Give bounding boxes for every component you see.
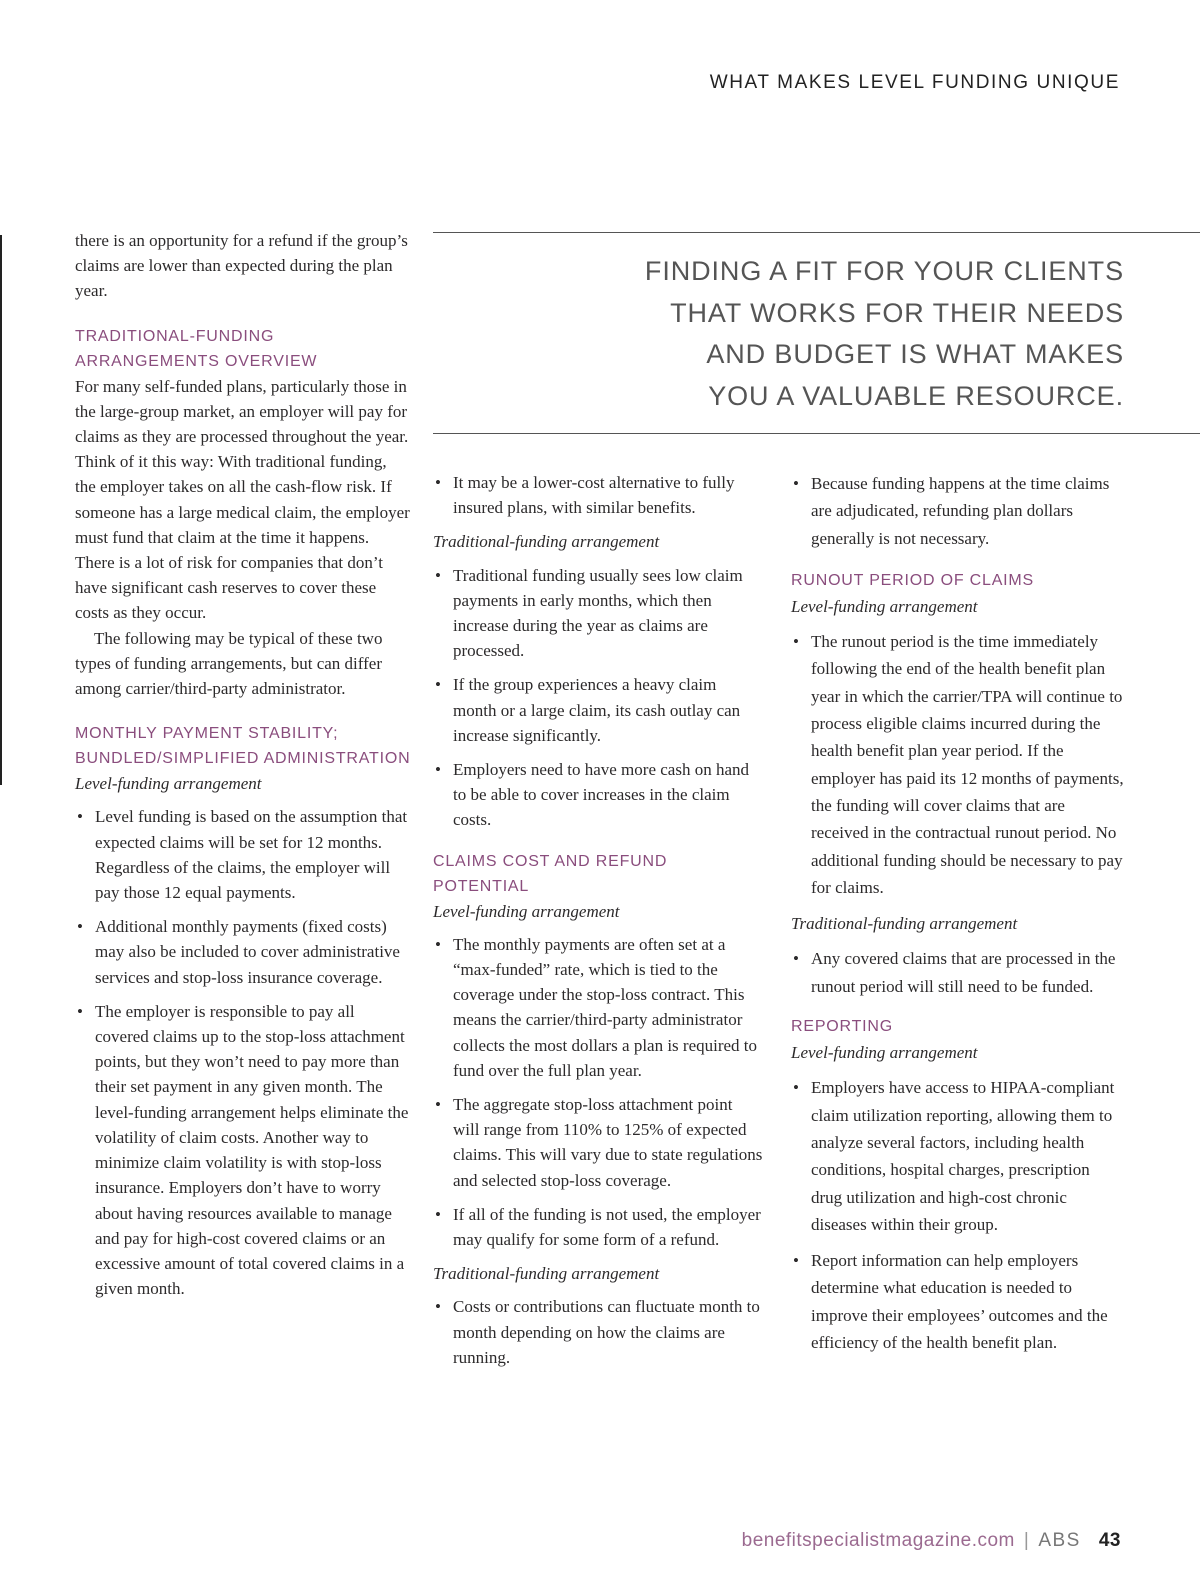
monthly-subheading: Level-funding arrangement (75, 774, 262, 794)
pull-quote-line: THAT WORKS FOR THEIR NEEDS (670, 297, 1124, 328)
running-head: WHAT MAKES LEVEL FUNDING UNIQUE (709, 72, 1120, 93)
list-item: • Level funding is based on the assumption that expected claims will be set for 12 months. Regardless of the claims, the employer will pay those 12 equal payments. (75, 804, 411, 905)
list-item: • Employers need to have more cash on hand to be able to cover increases in the claim costs. (433, 757, 763, 833)
magazine-website-link[interactable]: benefitspecialistmagazine.com (741, 1530, 1015, 1551)
list-item: • The runout period is the time immediately following the end of the health benefit plan year in which the carrier/TPA will continue to process eligible claims incurred during the health benefit plan year period. If the employer has paid its 12 months of payments, the funding will cover claims that are received in the contractual runout period. No additional funding should be necessary to pay for claims. (791, 628, 1125, 901)
runout-bullets (791, 628, 1125, 901)
runout-subheading: Level-funding arrangement (791, 596, 978, 616)
pull-quote-line: AND BUDGET IS WHAT MAKES (706, 339, 1124, 369)
list-item: • The aggregate stop-loss attachment point will range from 110% to 125% of expected claims. This will vary due to state regulations and selected stop-loss coverage. (433, 1092, 763, 1193)
claims-subheading: Level-funding arrangement (433, 901, 620, 921)
claims-traditional-bullets (433, 1294, 763, 1370)
list-item: • Employers have access to HIPAA-compliant claim utilization reporting, allowing them to analyze several factors, including health conditions, hospital charges, prescription drug utilization and high-cost chronic diseases within their group. (791, 1074, 1125, 1238)
column-middle (433, 470, 763, 1379)
traditional-subheading: Traditional-funding arrangement (433, 532, 660, 552)
traditional-paragraph-2: The following may be typical of these two types of funding arrangements, but can differ among carrier/third-party administrator. (75, 628, 383, 699)
list-item: • Costs or contributions can fluctuate month to month depending on how the claims are running. (433, 1294, 763, 1370)
intro-paragraph: there is an opportunity for a refund if the group’s claims are lower than expected during the plan year. (75, 231, 408, 301)
claims-bullets (433, 932, 763, 1252)
claims-traditional-subheading: Traditional-funding arrangement (433, 1264, 660, 1284)
list-item: • Traditional funding usually sees low claim payments in early months, which then increase during the year as claims are processed. (433, 563, 763, 664)
list-item: • It may be a lower-cost alternative to fully insured plans, with similar benefits. (433, 470, 763, 520)
list-item: • The employer is responsible to pay all covered claims up to the stop-loss attachment points, but they won’t need to pay more than their set payment in any given month. The level-funding arrangement helps eliminate the volatility of claim costs. Another way to minimize claim volatility is with stop-loss insurance. Employers don’t have to worry about having resources available to manage and pay for high-cost covered claims or an excessive amount of total covered claims in a given month. (75, 999, 411, 1301)
runout-traditional-subheading: Traditional-funding arrangement (791, 914, 1018, 934)
list-item: • If all of the funding is not used, the employer may qualify for some form of a refund. (433, 1202, 763, 1252)
page-footer (742, 1530, 1121, 1552)
claims-heading: CLAIMS COST AND REFUND POTENTIAL (433, 852, 668, 895)
list-item: • Any covered claims that are processed in the runout period will still need to be funded. (791, 945, 1125, 1000)
reporting-subheading: Level-funding arrangement (791, 1043, 978, 1063)
traditional-refund-bullets (791, 470, 1125, 552)
column-right (791, 470, 1125, 1365)
column-left (75, 228, 411, 1310)
pull-quote-line: FINDING A FIT FOR YOUR CLIENTS (644, 256, 1124, 286)
list-item: • Additional monthly payments (fixed costs) may also be included to cover administrative services and stop-loss insurance coverage. (75, 914, 411, 990)
list-item: • Because funding happens at the time claims are adjudicated, refunding plan dollars generally is not necessary. (791, 470, 1125, 552)
monthly-heading: MONTHLY PAYMENT STABILITY; BUNDLED/SIMPLIFIED ADMINISTRATION (75, 725, 411, 768)
footer-separator: | (1023, 1530, 1030, 1551)
list-item: • The monthly payments are often set at a “max-funded” rate, which is tied to the coverage under the stop-loss contract. This means the carrier/third-party administrator collects the most dollars a plan is required to fund over the full plan year. (433, 932, 763, 1083)
monthly-bullets (75, 804, 411, 1301)
page-number: 43 (1098, 1530, 1121, 1551)
magazine-name: ABS (1038, 1530, 1081, 1551)
runout-traditional-bullets (791, 945, 1125, 1000)
list-item: • Report information can help employers determine what education is needed to improve their employees’ outcomes and the efficiency of the health benefit plan. (791, 1247, 1125, 1356)
list-item: • If the group experiences a heavy claim month or a large claim, its cash outlay can increase significantly. (433, 672, 763, 748)
traditional-heading: TRADITIONAL-FUNDING ARRANGEMENTS OVERVIEW (75, 327, 318, 370)
reporting-bullets (791, 1074, 1125, 1356)
pull-quote (433, 232, 1200, 434)
traditional-paragraph-1: For many self-funded plans, particularly those in the large-group market, an employer will pay for claims as they are processed throughout the year. Think of it this way: With traditional funding, the employer takes on all the cash-flow risk. If someone has a large medical claim, the employer must fund that claim at the time it happens. There is a lot of risk for companies that don’t have significant cash reserves to cover these costs as they occur. (75, 376, 410, 623)
reporting-heading: REPORTING (791, 1018, 894, 1036)
margin-rule (0, 235, 2, 785)
traditional-bullets (433, 563, 763, 833)
runout-heading: RUNOUT PERIOD OF CLAIMS (791, 571, 1035, 589)
level-benefit-bullets (433, 470, 763, 520)
pull-quote-line: YOU A VALUABLE RESOURCE. (708, 380, 1124, 411)
pull-quote-text (645, 251, 1124, 417)
